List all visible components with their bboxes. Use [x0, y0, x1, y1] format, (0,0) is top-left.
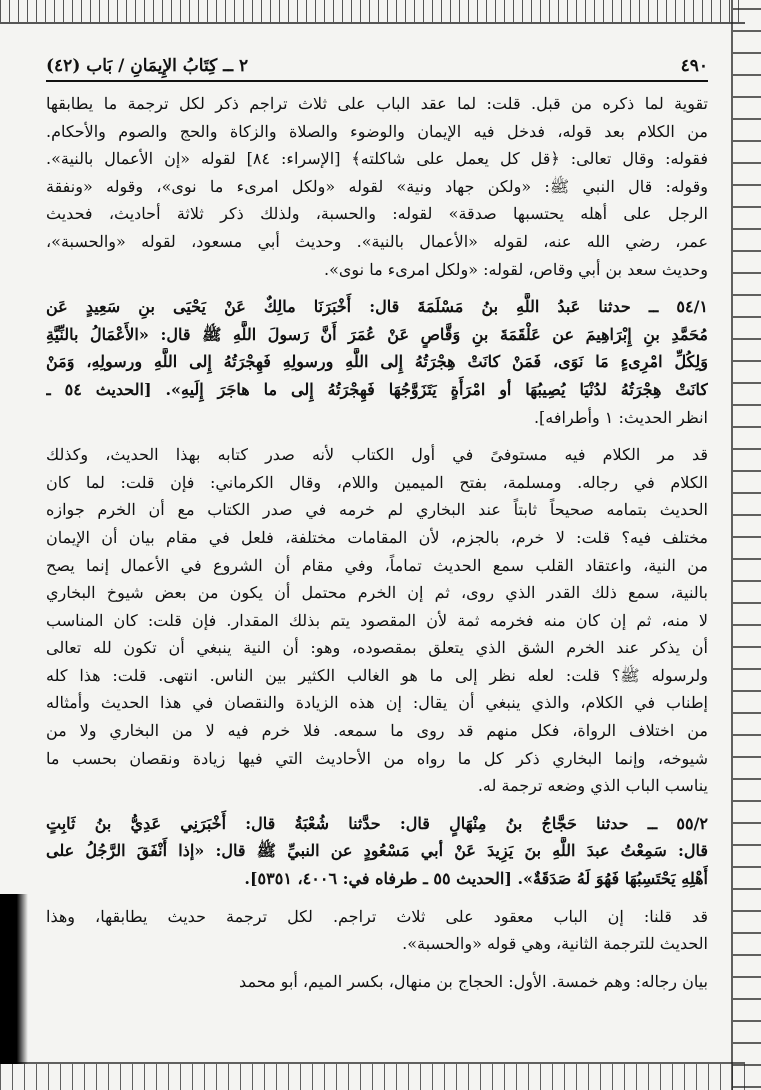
text-line: بيان رجاله: وهم خمسة. الأول: الحجاج بن منهال، بكسر الميم، أبو محمد [239, 971, 708, 991]
decorative-border-right [731, 0, 761, 1090]
running-title: ٢ ــ كِتَابُ الإِيمَانِ / بَاب (٤٢) [46, 56, 249, 76]
text-line: وَلِكُلِّ امْرِىءٍ مَا نَوَى، فَمَنْ كانَتْ هِجْرَتُهُ إِلى اللَّهِ ورسولِهِ فَهِجْرَتُهُ إِلى اللَّهِ ورسولِهِ، وَمَنْ [46, 352, 708, 372]
text-line: لا منه، ثم إن كان منه فخرمه ثمة لأن المقصود يتم بذلك المقدار. فإن قلت: كان المناسب [46, 610, 708, 630]
text-line: الكلام في رجاله. ومسلمة، بفتح الميمين واللام، وقال الكرماني: فإن قلت: لما كان [46, 472, 708, 492]
text-line: وحديث سعد بن أبي وقاص، لقوله: «ولكل امرىء ما نوى». [324, 259, 708, 279]
hadith-54 [46, 293, 708, 431]
text-line: وقوله: قال النبي ﷺ: «ولكن جهاد ونية» لقوله «ولكل امرىء ما نوى»، وقوله «ونفقة [46, 176, 708, 196]
text-line: قد قلنا: إن الباب معقود على ثلاث تراجم. لكل ترجمة حديث يطابقها، وهذا [46, 906, 708, 926]
text-line: أَهْلِهِ يَحْتَسِبُهَا فَهُوَ لَهُ صَدَقَةٌ». [الحديث ٥٥ ـ طرفاه في: ٤٠٠٦، ٥٣٥١]. [244, 869, 708, 889]
text-line: من الكلام بعد قوله، فدخل فيه الإيمان والوضوء والصلاة والزكاة والحج والصوم والأحكام. [46, 121, 708, 141]
text-line: أن يذكر عند الخرم الشق الذي يتعلق بمقصوده، وهو: أن النية ينبغي أن تكون لله تعالى [46, 638, 708, 658]
text-line: انظر الحديث: ١ وأطرافه]. [533, 407, 708, 427]
text-line: فقوله: وقال تعالى: ﴿قل كل يعمل على شاكلته﴾ [الإسراء: ٨٤] لقوله «إن الأعمال بالنية». [46, 149, 708, 169]
text-line: كانَتْ هِجْرَتُهُ لدُنْيَا يُصِيبُهَا أو امْرَأَةٍ يَتَزَوَّجُهَا فَهِجْرَتُهُ إِلى ما هاجَرَ إِلَيهِ». [الحديث ٥٤ ـ [46, 379, 708, 399]
text-line: إطناب في الكلام، والذي ينبغي أن يقال: إن هذه الزيادة والنقصان في هذا الحديث وأمثاله [46, 693, 708, 713]
text-line: يناسب الباب الذي وضعه ترجمة له. [477, 776, 708, 796]
text-line: مختلف فيه؟ قلت: لا خرم، بالجزم، لأن المقامات مختلفة، فلعل في مقام بيان أن الإيمان [46, 527, 708, 547]
page-body [46, 56, 708, 995]
text-line: من اختلاف الرواة، فكل منهم قد روى ما سمعه. فلا خرم فيه لا من البخاري ولا من [46, 721, 708, 741]
text-line: الرجل على أهله يحتسبها صدقة» لقوله: والحسبة، ولذلك ذكر ثلاثة أحاديث، فحديث [46, 204, 708, 224]
running-header [46, 56, 708, 82]
text-line: من النية، واعتقاد القلب سمع الحديث تماماً، وفي مقام أن الشروع في الأعمال إنما يصح [46, 555, 708, 575]
text-line: ٥٥/٢ ــ حدثنا حَجَّاجُ بنُ مِنْهَالٍ قال: حدَّثنا شُعْبَةُ قال: أَخْبَرَنِي عَدِيُّ بنُ ثَابِتٍ [46, 813, 708, 833]
text-line: شيوخه، وإنما البخاري ذكر كل ما رواه من الأحاديث التي فيها زيادة ونقصان بحسب ما [46, 748, 708, 768]
text-line: ٥٤/١ ــ حدثنا عَبدُ اللَّهِ بنُ مَسْلَمَةَ قال: أَخْبَرَنَا مالِكٌ عَنْ يَحْيَى بنِ سَعِيدٍ عَن [46, 297, 708, 317]
scan-shadow [0, 894, 28, 1064]
text-line: تقوية لما ذكره من قبل. قلت: لما عقد الباب على ثلاث تراجم ذكر لكل ترجمة ما يطابقها [46, 94, 708, 113]
text-line: مُحَمَّدِ بنِ إِبْرَاهِيمَ عن عَلْقَمَةَ بنِ وَقَّاصٍ عَنْ عُمَرَ أَنَّ رَسولَ اللَّهِ ﷺ قال: «الأَعْمَالُ بالنِّيَّةِ [46, 324, 708, 344]
text-line: ولرسوله ﷺ؟ قلت: لعله نظر إلى ما هو الغالب الكثير بين الناس. انتهى. قلت: هذا كله [46, 665, 708, 685]
paragraph-narrators [46, 968, 708, 996]
text-line: الحديث للترجمة الثانية، وهي قوله «والحسبة». [402, 934, 708, 954]
decorative-border-bottom [0, 1062, 745, 1090]
hadith-55 [46, 810, 708, 893]
text-line: قال: سَمِعْتُ عبدَ اللَّهِ بنَ يَزِيدَ عَنْ أبي مَسْعُودٍ عن النبيِّ ﷺ قال: «إذا أَنْفَقَ الرَّجُلُ على [46, 841, 708, 861]
text-line: قد مر الكلام فيه مستوفىً في أول الكتاب لأنه صدر كتابه بهذا الحديث، وكذلك [46, 445, 708, 465]
paragraph-commentary-55 [46, 903, 708, 958]
paragraph-commentary-intro [46, 90, 708, 283]
page-number: ٤٩٠ [680, 56, 708, 76]
text-line: الحديث بتمامه صحيحاً ثابتاً عند البخاري لم خرمه في صدر الكتاب مع أن الخرم جوازه [46, 500, 708, 520]
paragraph-commentary-54 [46, 441, 708, 800]
text-line: بالنية، سمع ذلك القدر الذي روى، ثم إن الخرم محتمل أن يكون من بعض شيوخ البخاري [46, 583, 708, 603]
text-line: عمر، رضي الله عنه، لقوله «الأعمال بالنية». وحديث أبي مسعود، لقوله «والحسبة»، [46, 231, 708, 251]
decorative-border-top [0, 0, 745, 24]
